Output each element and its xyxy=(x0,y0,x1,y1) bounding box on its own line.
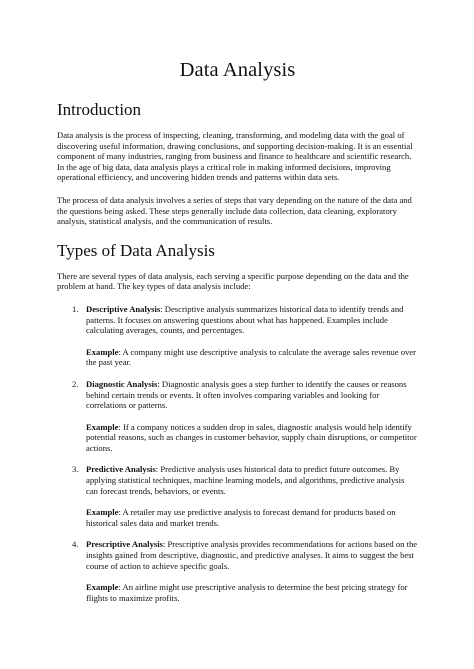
example-label: Example xyxy=(86,346,119,357)
example-text: : If a company notices a sudden drop in sales, diagnostic analysis would help identify potential reasons, such as changes in customer behavior, supply chain disruptions, or competitor actions. xyxy=(86,421,417,453)
type-description xyxy=(86,539,418,571)
type-name: Prescriptive Analysis xyxy=(86,539,163,550)
type-name: Descriptive Analysis xyxy=(86,303,161,314)
example-text: : A retailer may use predictive analysis to forecast demand for products based on historical sales data and market trends. xyxy=(86,507,396,528)
type-description xyxy=(86,464,418,496)
type-description-text: : Predictive analysis uses historical data to predict future outcomes. By applying statistical techniques, machine learning models, and algorithms, predictive analysis can forecast trends, behaviors, or events. xyxy=(86,464,405,496)
list-item xyxy=(57,464,418,528)
example-text: : An airline might use prescriptive analysis to determine the best pricing strategy for flights to maximize profits. xyxy=(86,582,408,603)
document-title: Data Analysis xyxy=(179,59,296,81)
type-example xyxy=(86,507,418,528)
type-name: Diagnostic Analysis xyxy=(86,378,158,389)
types-intro-paragraph: There are several types of data analysis, each serving a specific purpose depending on the data and the problem at hand. The key types of data analysis include: xyxy=(57,270,409,292)
type-example xyxy=(86,582,418,603)
example-text: : A company might use descriptive analysis to calculate the average sales revenue over the past year. xyxy=(86,346,417,368)
intro-paragraph: The process of data analysis involves a series of steps that vary depending on the nature of the data and the questions being asked. These steps generally include data collection, data cleaning, exploratory analysis, statistical analysis, and the communication of results. xyxy=(57,194,412,227)
types-heading: Types of Data Analysis xyxy=(57,240,215,260)
type-description xyxy=(86,379,418,411)
list-item-number: 2. xyxy=(72,378,79,389)
list-item-number: 3. xyxy=(72,464,79,475)
example-label: Example xyxy=(86,507,119,518)
list-item-number: 4. xyxy=(72,539,79,550)
type-example xyxy=(86,422,418,454)
example-label: Example xyxy=(86,582,119,593)
example-label: Example xyxy=(86,421,119,432)
list-item xyxy=(57,379,418,454)
types-list xyxy=(57,304,418,603)
introduction-heading: Introduction xyxy=(57,100,142,119)
type-description xyxy=(86,304,418,336)
list-item xyxy=(57,304,418,368)
intro-paragraph: Data analysis is the process of inspecting, cleaning, transforming, and modeling data with the goal of discovering useful information, drawing conclusions, and supporting decision-making. It is an essential component of many industries, ranging from business and finance to healthcare and scientific research. In the age of big data, data analysis plays a critical role in making informed decisions, improving operational efficiency, and uncovering hidden trends and patterns within data sets. xyxy=(57,130,413,183)
type-description-text: : Prescriptive analysis provides recommendations for actions based on the insights gained from descriptive, diagnostic, and predictive analyses. It aims to suggest the best course of action to achieve specific goals. xyxy=(86,539,418,571)
type-name: Predictive Analysis xyxy=(86,464,156,475)
list-item-number: 1. xyxy=(72,303,79,314)
type-example xyxy=(86,347,418,368)
list-item xyxy=(57,539,418,603)
type-description-text: : Diagnostic analysis goes a step further to identify the causes or reasons behind certain trends or events. It often involves comparing variables and looking for correlations or patterns. xyxy=(86,378,407,411)
type-description-text: : Descriptive analysis summarizes historical data to identify trends and patterns. It focuses on answering questions about what has happened. Examples include calculating averages, counts, and percentages. xyxy=(86,303,404,336)
